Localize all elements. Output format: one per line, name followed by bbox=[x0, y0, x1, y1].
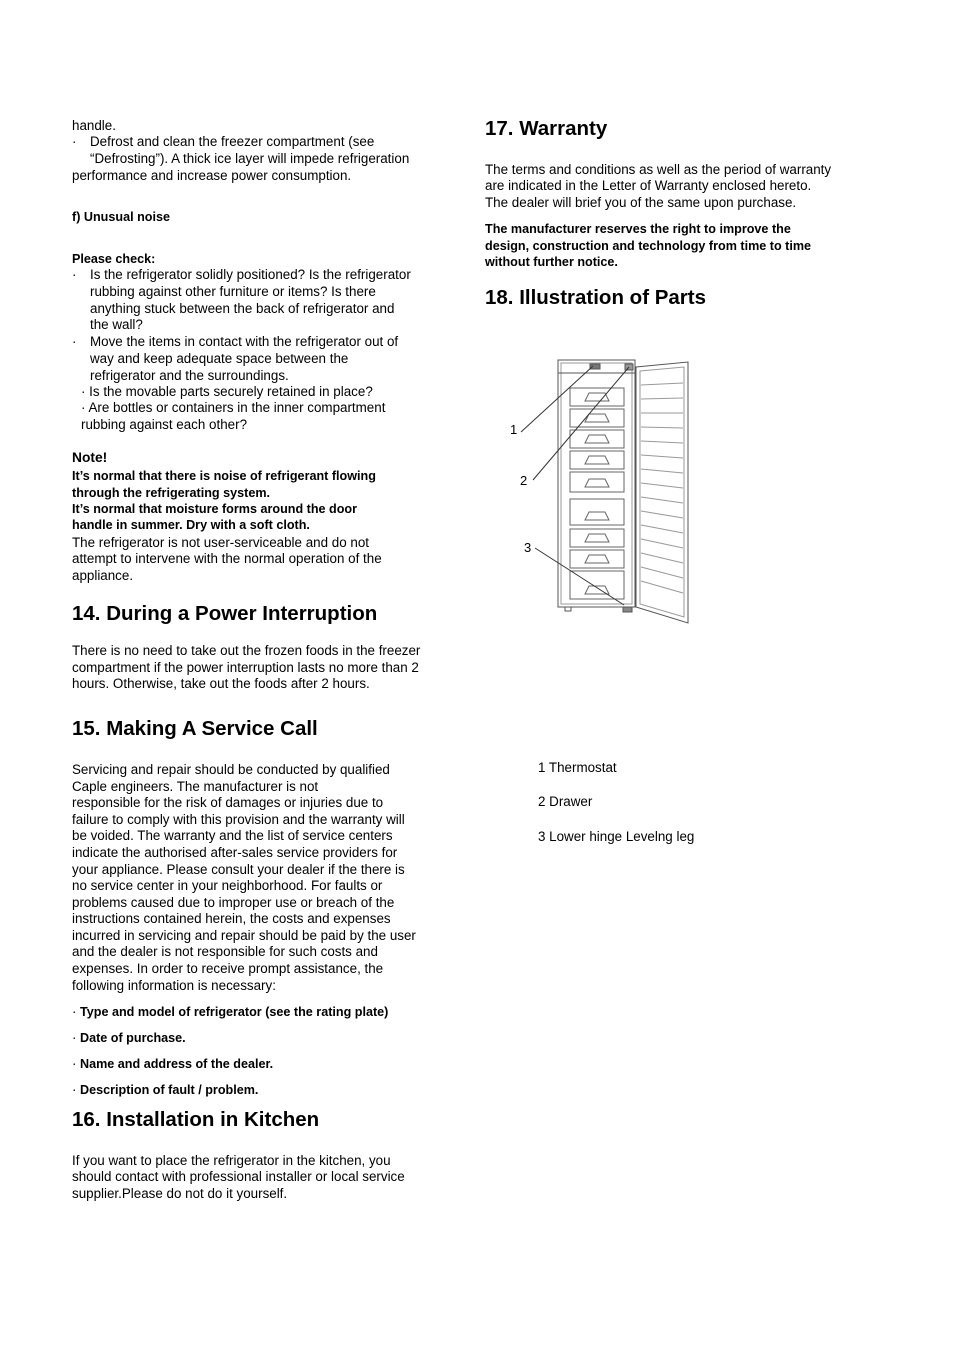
bullet-dot: · bbox=[72, 267, 77, 282]
section-17-line: The terms and conditions as well as the period of warranty bbox=[485, 162, 832, 177]
door bbox=[636, 362, 688, 623]
bullet-dot: · bbox=[72, 1082, 77, 1097]
check-line: anything stuck between the back of refrigerator and bbox=[90, 301, 395, 316]
section-15-line: instructions contained herein, the costs and expenses bbox=[72, 911, 391, 926]
check-line: · Is the movable parts securely retained in place? bbox=[81, 384, 373, 399]
freezer-illustration bbox=[505, 355, 705, 630]
bullet-dot: · bbox=[72, 1004, 77, 1019]
callout-2: 2 bbox=[520, 473, 528, 488]
section-15-line: expenses. In order to receive prompt assistance, the bbox=[72, 961, 384, 976]
unusual-noise-heading: f) Unusual noise bbox=[72, 210, 170, 224]
intro-line: handle. bbox=[72, 118, 116, 133]
bullet-dot: · bbox=[72, 1056, 77, 1071]
section-14-line: compartment if the power interruption lasts no more than 2 bbox=[72, 660, 419, 675]
section-17-line: The dealer will brief you of the same upon purchase. bbox=[485, 195, 797, 210]
section-15-line: following information is necessary: bbox=[72, 978, 276, 993]
intro-line: “Defrosting”). A thick ice layer will impede refrigeration bbox=[90, 151, 410, 166]
legend-item-thermostat: 1 Thermostat bbox=[538, 760, 617, 775]
info-item-text: Type and model of refrigerator (see the rating plate) bbox=[80, 1005, 389, 1019]
section-17-line: are indicated in the Letter of Warranty enclosed hereto. bbox=[485, 178, 812, 193]
section-18-heading: 18. Illustration of Parts bbox=[485, 286, 706, 309]
bullet-dot: · bbox=[72, 1030, 77, 1045]
section-17-bold-line: without further notice. bbox=[485, 255, 618, 269]
section-15-line: incurred in servicing and repair should be paid by the user bbox=[72, 928, 416, 943]
hinge-leg bbox=[623, 607, 632, 612]
check-line: Move the items in contact with the refrigerator out of bbox=[90, 334, 399, 349]
section-15-heading: 15. Making A Service Call bbox=[72, 717, 318, 740]
info-item-text: Name and address of the dealer. bbox=[80, 1057, 274, 1071]
section-15-line: Caple engineers. The manufacturer is not bbox=[72, 779, 319, 794]
please-check-label: Please check: bbox=[72, 252, 156, 266]
section-16-line: If you want to place the refrigerator in the kitchen, you bbox=[72, 1153, 391, 1168]
section-15-line: and the dealer is not responsible for such costs and bbox=[72, 944, 378, 959]
legend-item-hinge: 3 Lower hinge Levelng leg bbox=[538, 829, 695, 844]
note-bold-line: It’s normal that moisture forms around the door bbox=[72, 502, 358, 516]
section-15-line: problems caused due to improper use or breach of the bbox=[72, 895, 395, 910]
note-heading: Note! bbox=[72, 450, 108, 465]
note-text-line: The refrigerator is not user-serviceable and do not bbox=[72, 535, 369, 550]
check-line: · Are bottles or containers in the inner compartment bbox=[81, 400, 386, 415]
note-text-line: attempt to intervene with the normal operation of the bbox=[72, 551, 382, 566]
section-17-bold-line: design, construction and technology from time to time bbox=[485, 239, 812, 253]
check-line: the wall? bbox=[90, 317, 143, 332]
section-15-line: Servicing and repair should be conducted by qualified bbox=[72, 762, 390, 777]
note-bold-line: It’s normal that there is noise of refrigerant flowing bbox=[72, 469, 376, 483]
section-16-line: should contact with professional installer or local service bbox=[72, 1169, 405, 1184]
callout-3: 3 bbox=[524, 540, 532, 555]
legend-item-drawer: 2 Drawer bbox=[538, 794, 593, 809]
note-text-line: appliance. bbox=[72, 568, 134, 583]
section-14-heading: 14. During a Power Interruption bbox=[72, 602, 378, 625]
note-bold-line: through the refrigerating system. bbox=[72, 486, 271, 500]
intro-line: Defrost and clean the freezer compartment (see bbox=[90, 134, 375, 149]
section-15-line: failure to comply with this provision and the warranty will bbox=[72, 812, 405, 827]
bullet-dot: · bbox=[72, 334, 77, 349]
section-14-line: There is no need to take out the frozen foods in the freezer bbox=[72, 643, 421, 658]
section-15-line: your appliance. Please consult your dealer if the there is bbox=[72, 862, 405, 877]
callout-line-2 bbox=[533, 367, 629, 480]
section-15-line: be voided. The warranty and the list of service centers bbox=[72, 828, 393, 843]
check-line: refrigerator and the surroundings. bbox=[90, 368, 289, 383]
info-item-text: Description of fault / problem. bbox=[80, 1083, 259, 1097]
check-line: rubbing against other furniture or items? Is there bbox=[90, 284, 376, 299]
note-bold-line: handle in summer. Dry with a soft cloth. bbox=[72, 518, 310, 532]
bullet-dot: · bbox=[72, 134, 77, 149]
section-17-heading: 17. Warranty bbox=[485, 117, 608, 140]
callout-line-3 bbox=[535, 548, 624, 605]
check-line: Is the refrigerator solidly positioned? Is the refrigerator bbox=[90, 267, 411, 282]
section-15-line: indicate the authorised after-sales service providers for bbox=[72, 845, 398, 860]
intro-line: performance and increase power consumption. bbox=[72, 168, 352, 183]
check-line: way and keep adequate space between the bbox=[90, 351, 349, 366]
check-line: rubbing against each other? bbox=[81, 417, 248, 432]
section-16-line: supplier.Please do not do it yourself. bbox=[72, 1186, 288, 1201]
section-15-line: no service center in your neighborhood. For faults or bbox=[72, 878, 383, 893]
section-16-heading: 16. Installation in Kitchen bbox=[72, 1108, 320, 1131]
section-15-line: responsible for the risk of damages or injuries due to bbox=[72, 795, 384, 810]
section-14-line: hours. Otherwise, take out the foods after 2 hours. bbox=[72, 676, 370, 691]
info-item-text: Date of purchase. bbox=[80, 1031, 186, 1045]
callout-1: 1 bbox=[510, 422, 518, 437]
section-17-bold-line: The manufacturer reserves the right to improve the bbox=[485, 222, 791, 236]
